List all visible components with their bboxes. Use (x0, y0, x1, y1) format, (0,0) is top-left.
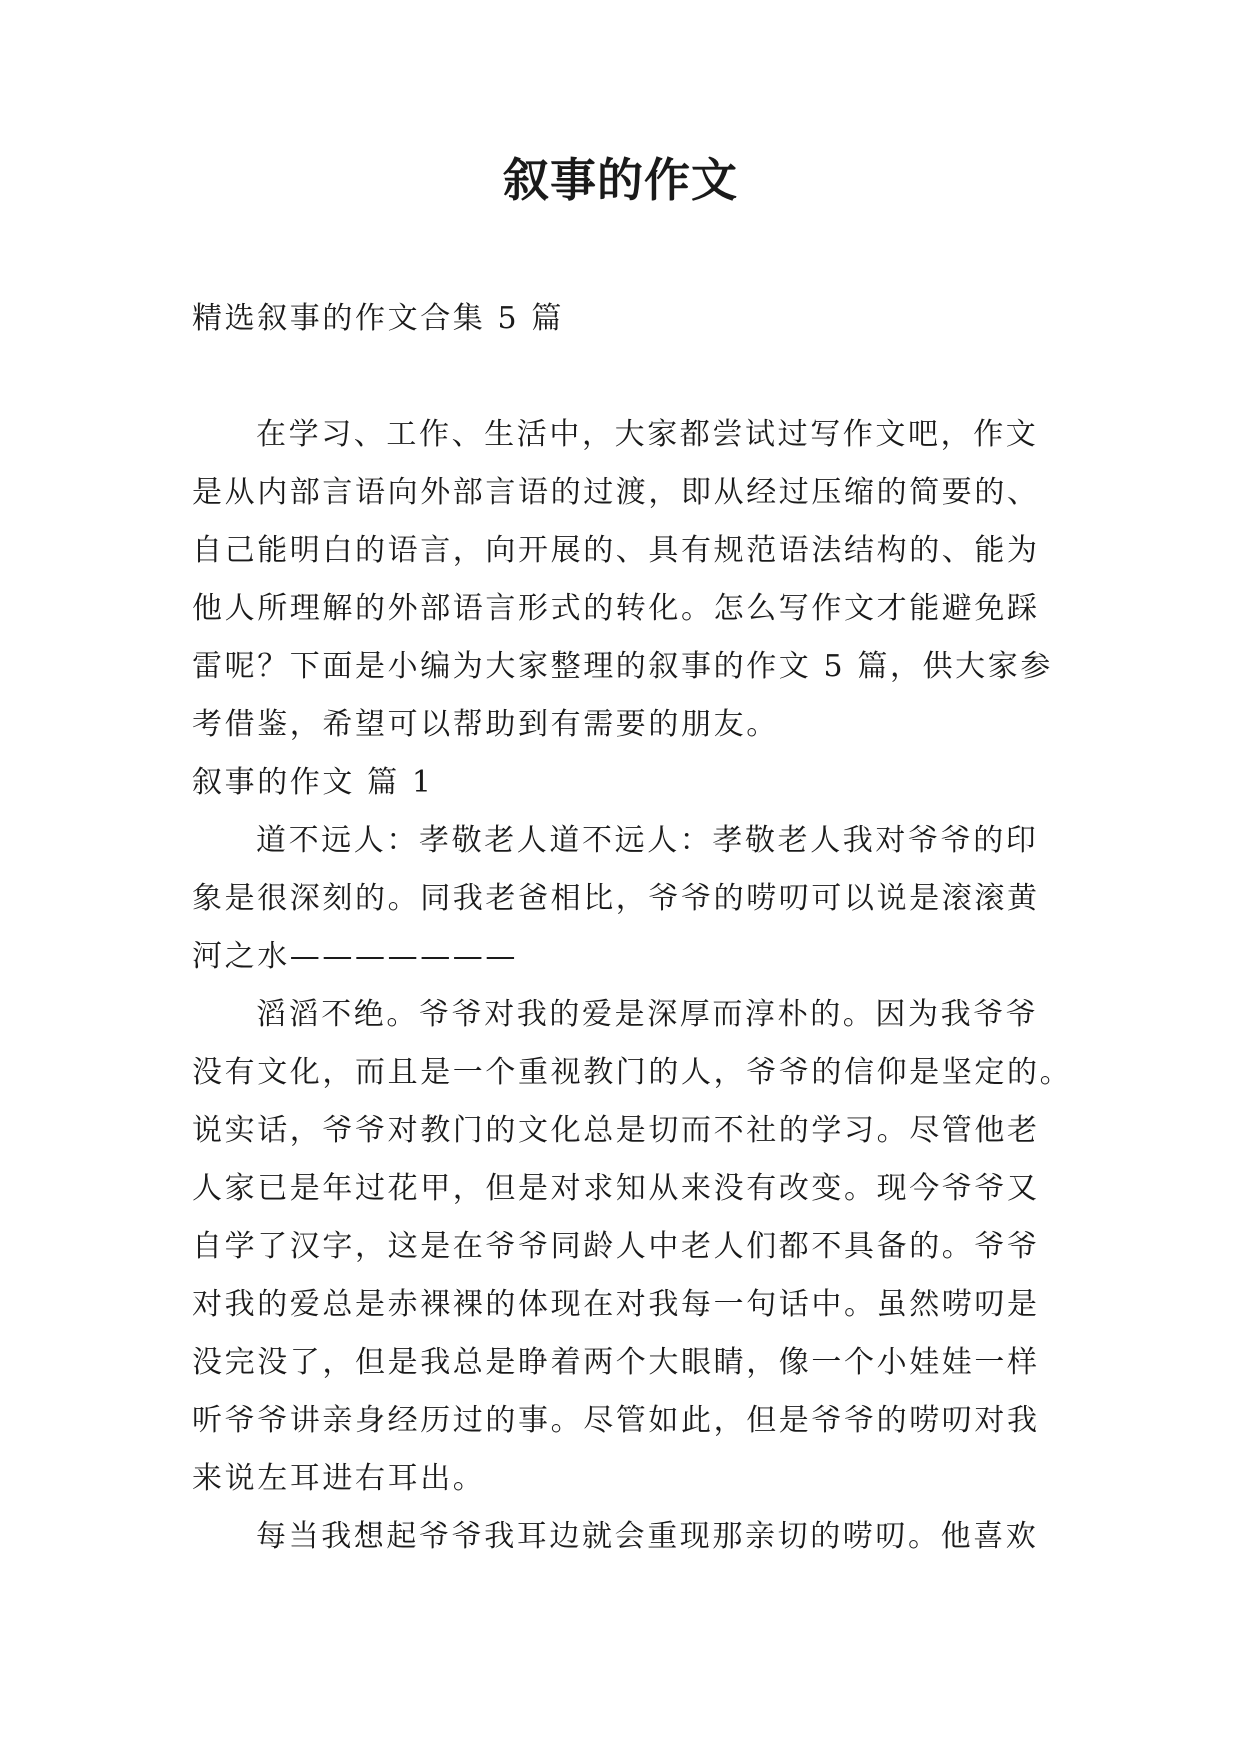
intro-line: 自己能明白的语言，向开展的、具有规范语法结构的、能为 (192, 533, 1040, 568)
paragraph-line: 说实话，爷爷对教门的文化总是切而不社的学习。尽管他老 (192, 1113, 1040, 1148)
intro-line: 是从内部言语向外部言语的过渡，即从经过压缩的简要的、 (192, 475, 1040, 510)
paragraph-line: 没有文化，而且是一个重视教门的人，爷爷的信仰是坚定的。 (192, 1055, 1073, 1090)
paragraph-line: 象是很深刻的。同我老爸相比，爷爷的唠叨可以说是滚滚黄 (192, 881, 1040, 916)
intro-line: 雷呢？下面是小编为大家整理的叙事的作文 5 篇，供大家参 (192, 649, 1053, 684)
document-title: 叙事的作文 (503, 153, 738, 207)
spacer (192, 348, 1062, 406)
paragraph-line: 对我的爱总是赤裸裸的体现在对我每一句话中。虽然唠叨是 (192, 1287, 1040, 1322)
paragraph-line: 没完没了，但是我总是睁着两个大眼睛，像一个小娃娃一样 (192, 1345, 1040, 1380)
paragraph-line: 听爷爷讲亲身经历过的事。尽管如此，但是爷爷的唠叨对我 (192, 1403, 1040, 1438)
intro-line: 在学习、工作、生活中，大家都尝试过写作文吧，作文 (256, 417, 1039, 452)
paragraph-line: 河之水——————— (192, 939, 518, 974)
document-subtitle: 精选叙事的作文合集 5 篇 (192, 301, 564, 336)
paragraph-line: 滔滔不绝。爷爷对我的爱是深厚而淳朴的。因为我爷爷 (256, 997, 1039, 1032)
paragraph-line: 每当我想起爷爷我耳边就会重现那亲切的唠叨。他喜欢 (256, 1519, 1039, 1554)
section-heading: 叙事的作文 篇 1 (192, 765, 434, 800)
intro-line: 考借鉴，希望可以帮助到有需要的朋友。 (192, 707, 779, 742)
paragraph-line: 来说左耳进右耳出。 (192, 1461, 486, 1496)
document-body (192, 290, 1073, 1566)
paragraph-line: 道不远人：孝敬老人道不远人：孝敬老人我对爷爷的印 (256, 823, 1039, 858)
paragraph-line: 人家已是年过花甲，但是对求知从来没有改变。现今爷爷又 (192, 1171, 1040, 1206)
intro-line: 他人所理解的外部语言形式的转化。怎么写作文才能避免踩 (192, 591, 1040, 626)
paragraph-line: 自学了汉字，这是在爷爷同龄人中老人们都不具备的。爷爷 (192, 1229, 1040, 1264)
